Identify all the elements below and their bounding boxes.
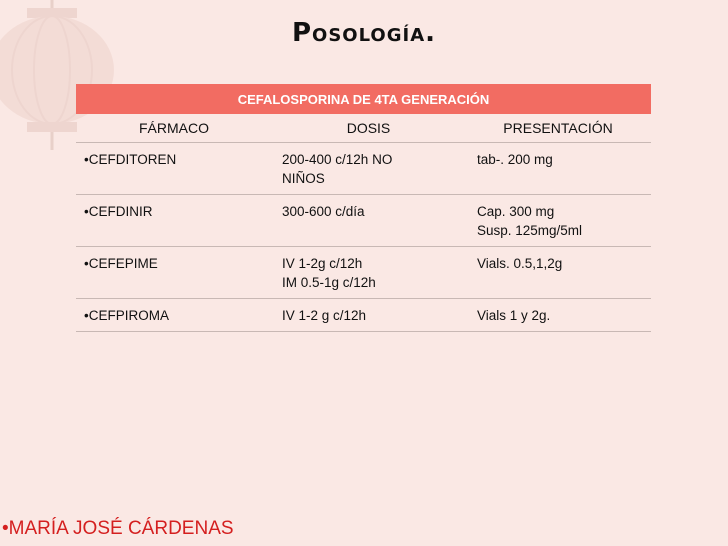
table-group-header: CEFALOSPORINA DE 4TA GENERACIÓN [76,84,651,114]
table-row [76,143,651,195]
dosis-line: 200-400 c/12h NO [282,152,393,167]
cell-farmaco: •CEFPIROMA [76,299,272,332]
presentacion-line: Cap. 300 mg [477,204,555,219]
column-header-presentacion: PRESENTACIÓN [465,114,651,143]
cell-dosis [272,247,465,299]
presentacion-line: Vials 1 y 2g. [477,308,551,323]
cell-presentacion [465,143,651,195]
column-header-dosis: DOSIS [272,114,465,143]
dosage-table [76,84,651,332]
column-header-farmaco: FÁRMACO [76,114,272,143]
presentacion-line: Susp. 125mg/5ml [477,223,583,238]
table-row [76,195,651,247]
dosis-line: IM 0.5-1g c/12h [282,275,376,290]
cell-dosis [272,195,465,247]
cell-presentacion [465,299,651,332]
cell-dosis [272,143,465,195]
cell-dosis [272,299,465,332]
dosis-line: NIÑOS [282,171,325,186]
cell-farmaco: •CEFEPIME [76,247,272,299]
dosis-line: 300-600 c/día [282,204,365,219]
cell-farmaco: •CEFDITOREN [76,143,272,195]
dosis-line: IV 1-2g c/12h [282,256,363,271]
presentacion-line: Vials. 0.5,1,2g [477,256,563,271]
table-row [76,247,651,299]
table-row [76,299,651,332]
presentacion-line: tab-. 200 mg [477,152,553,167]
column-header-row [76,114,651,143]
author-name: •MARÍA JOSÉ CÁRDENAS [2,518,234,539]
cell-presentacion [465,247,651,299]
slide-title: Posología. [291,18,437,48]
dosis-line: IV 1-2 g c/12h [282,308,367,323]
cell-farmaco: •CEFDINIR [76,195,272,247]
cell-presentacion [465,195,651,247]
